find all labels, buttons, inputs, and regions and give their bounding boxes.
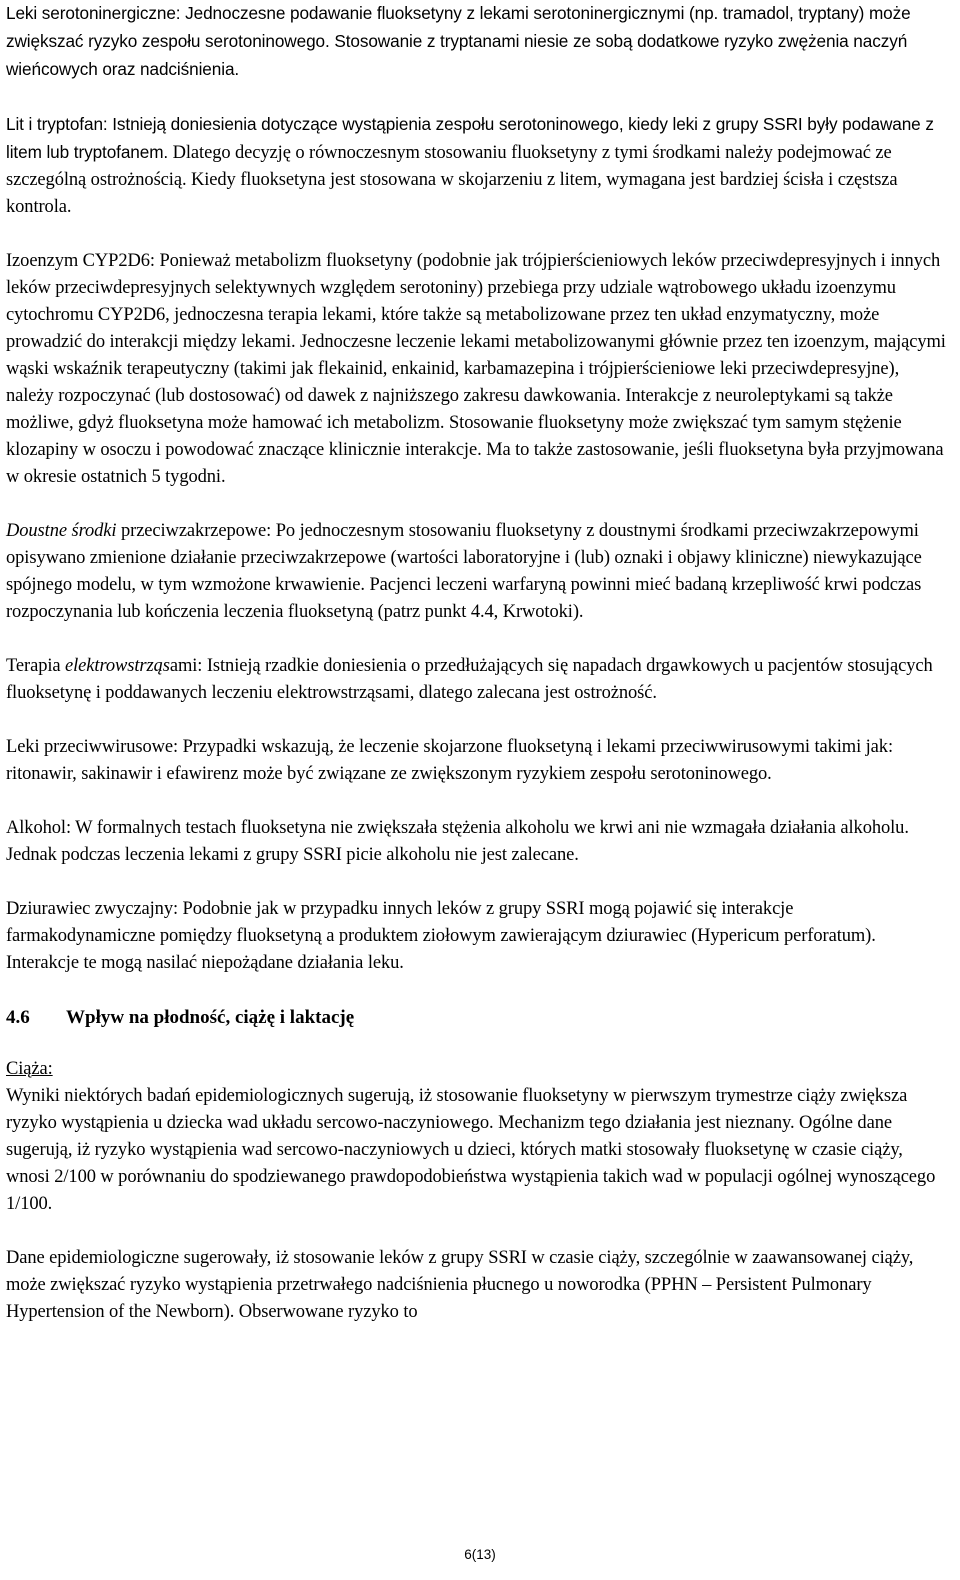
st-johns-wort-text: Dziurawiec zwyczajny: Podobnie jak w przypadku innych leków z grupy SSRI mogą pojawić się interakcje farmakodynamiczne pomiędzy fluoksetyną a produktem ziołowym zawierającym dziurawiec (Hypericum perforatum). Interakcje te mogą nasilać niepożądane działania leku.: [6, 899, 876, 973]
spacer: [6, 626, 946, 653]
spacer: [6, 221, 946, 248]
ect-prefix: Terapia: [6, 656, 66, 676]
spacer: [6, 1031, 946, 1056]
anticoagulants-italic: Doustne środki: [6, 521, 117, 541]
section-number: 4.6: [6, 1007, 30, 1028]
ect-italic: elektrowstrząs: [65, 656, 170, 676]
anticoagulants-text: przeciwzakrzepowe: Po jednoczesnym stosowaniu fluoksetyny z doustnymi środkami przeciwzakrzepowymi opisywano zmienione działanie przeciwzakrzepowe (wartości laboratoryjne i (lub) oznaki i objawy kliniczne) niewykazujące spójnego modelu, w tym wzmożone krwawienie. Pacjenci leczeni warfaryną powinni mieć badaną krzepliwość krwi podczas rozpoczynania lub kończenia leczenia fluoksetyną (patrz punkt 4.4, Krwotoki).: [6, 521, 922, 622]
spacer: [6, 84, 946, 111]
spacer: [6, 869, 946, 896]
spacer: [6, 788, 946, 815]
paragraph-alcohol: [6, 815, 946, 869]
paragraph-oral-anticoagulants: [6, 518, 946, 626]
paragraph-antivirals: [6, 734, 946, 788]
paragraph-serotonergic: [6, 0, 946, 84]
section-heading: [6, 1004, 946, 1031]
paragraph-cyp2d6: [6, 248, 946, 491]
subheading-pregnancy: [6, 1056, 946, 1083]
paragraph-electroconvulsive-therapy: [6, 653, 946, 707]
spacer: [6, 491, 946, 518]
paragraph-pphn: [6, 1245, 946, 1326]
lithium-text-part2: Dlatego decyzję o równoczesnym stosowaniu fluoksetyny z tymi środkami należy podejmować ze szczególną ostrożnością. Kiedy fluoksetyna jest stosowana w skojarzeniu z litem, wymagana jest bardziej ścisła i częstsza kontrola.: [6, 143, 898, 217]
page-number: 6(13): [464, 1547, 496, 1562]
pregnancy-text: Wyniki niektórych badań epidemiologicznych sugerują, iż stosowanie fluoksetyny w pierwszym trymestrze ciąży zwiększa ryzyko wystąpienia u dziecka wad układu sercowo-naczyniowego. Mechanizm tego działania jest nieznany. Ogólne dane sugerują, iż ryzyko wystąpienia wad sercowo-naczyniowych u dzieci, których matki stosowały fluoksetynę w czasie ciąży, wnosi 2/100 w porównaniu do spodziewanego prawdopodobieństwa wystąpienia takich wad w populacji ogólnej wynoszącego 1/100.: [6, 1086, 936, 1214]
antivirals-text: Leki przeciwwirusowe: Przypadki wskazują, że leczenie skojarzone fluoksetyną i lekami przeciwwirusowymi takimi jak: ritonawir, sakinawir i efawirenz może być związane ze zwiększonym ryzykiem zespołu serotoninowego.: [6, 737, 893, 784]
spacer: [6, 977, 946, 1004]
ect-text: ami: Istnieją rzadkie doniesienia o przedłużających się napadach drgawkowych u pacjentów stosujących fluoksetynę i poddawanych leczeniu elektrowstrząsami, dlatego zalecana jest ostrożność.: [6, 656, 933, 703]
spacer: [6, 1218, 946, 1245]
paragraph-pregnancy: [6, 1083, 946, 1218]
pregnancy-label: Ciąża:: [6, 1059, 53, 1079]
paragraph-st-johns-wort: [6, 896, 946, 977]
serotonergic-text: Leki serotoninergiczne: Jednoczesne podawanie fluoksetyny z lekami serotoninergicznymi (np. tramadol, tryptany) może zwiększać ryzyko zespołu serotoninowego. Stosowanie z tryptanami niesie ze sobą dodatkowe ryzyko zwężenia naczyń wieńcowych oraz nadciśnienia.: [6, 3, 911, 79]
lithium-text-part1: Lit i tryptofan: Istnieją doniesienia dotyczące wystąpienia zespołu serotoninowego, kiedy leki z grupy SSRI były podawane z litem lub tryptofanem.: [6, 114, 934, 162]
alcohol-text: Alkohol: W formalnych testach fluoksetyna nie zwiększała stężenia alkoholu we krwi ani nie wzmagała działania alkoholu. Jednak podczas leczenia lekami z grupy SSRI picie alkoholu nie jest zalecane.: [6, 818, 909, 865]
pphn-text: Dane epidemiologiczne sugerowały, iż stosowanie leków z grupy SSRI w czasie ciąży, szczególnie w zaawansowanej ciąży, może zwiększać ryzyko wystąpienia przetrwałego nadciśnienia płucnego u noworodka (PPHN – Persistent Pulmonary Hypertension of the Newborn). Obserwowane ryzyko to: [6, 1248, 914, 1322]
document-page: [6, 0, 946, 1326]
paragraph-lithium-tryptophan: [6, 111, 946, 221]
cyp2d6-text: Izoenzym CYP2D6: Ponieważ metabolizm fluoksetyny (podobnie jak trójpierścieniowych leków przeciwdepresyjnych i innych leków przeciwdepresyjnych selektywnych względem serotoniny) przebiega przy udziale wątrobowego układu izoenzymu cytochromu CYP2D6, jednoczesna terapia lekami, które także są metabolizowane przez ten układ enzymatyczny, może prowadzić do interakcji między lekami. Jednoczesne leczenie lekami metabolizowanymi głównie przez ten izoenzym, mającymi wąski wskaźnik terapeutyczny (takimi jak flekainid, enkainid, karbamazepina i trójpierścieniowe leki przeciwdepresyjne), należy rozpoczynać (lub dostosować) od dawek z najniższego zakresu dawkowania. Interakcje z neuroleptykami są także możliwe, gdyż fluoksetyna może hamować ich metabolizm. Stosowanie fluoksetyny może zwiększać tym samym stężenie klozapiny w osoczu i powodować znaczące klinicznie interakcje. Ma to także zastosowanie, jeśli fluoksetyna była przyjmowana w okresie ostatnich 5 tygodni.: [6, 251, 946, 487]
spacer: [6, 707, 946, 734]
section-title: Wpływ na płodność, ciążę i laktację: [66, 1007, 355, 1028]
